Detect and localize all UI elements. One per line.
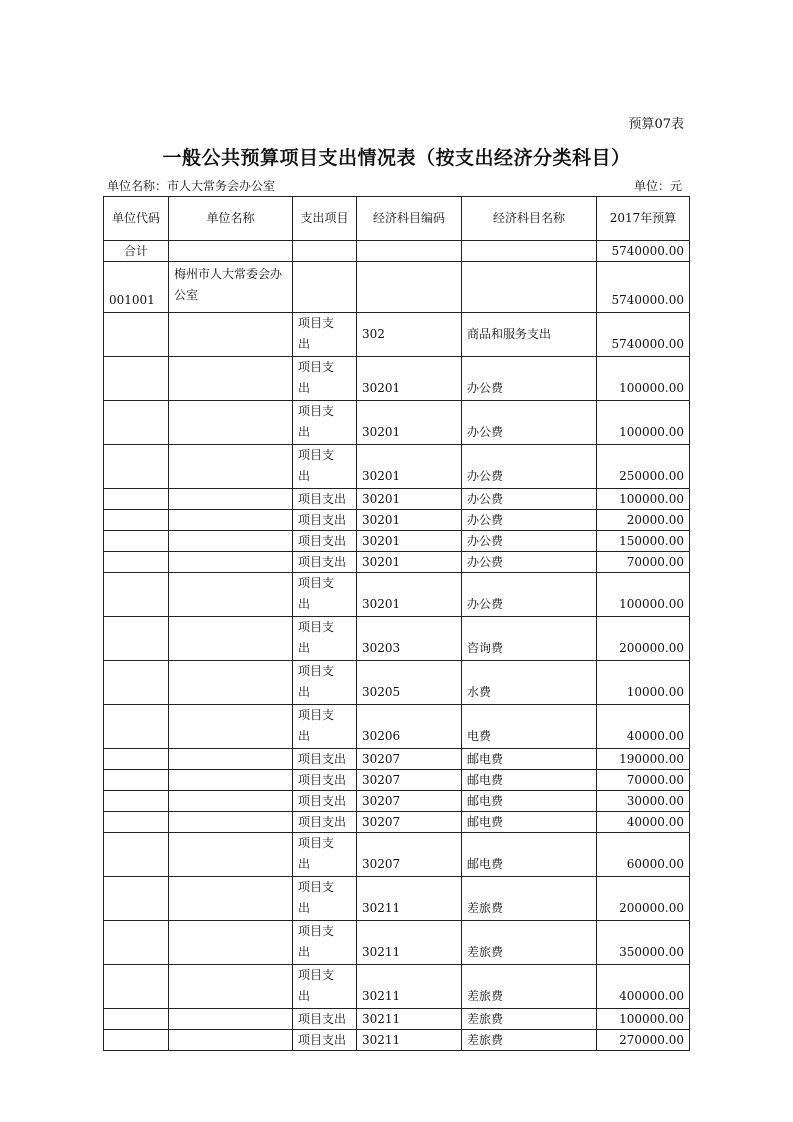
empty-unit-code-cell (104, 812, 169, 833)
econ-name-cell: 咨询费 (462, 617, 597, 661)
project-cell: 项目支出 (293, 1009, 357, 1030)
econ-code-cell: 30211 (357, 1030, 462, 1051)
econ-code-cell: 302 (357, 313, 462, 357)
table-row (104, 552, 690, 573)
econ-name-cell: 商品和服务支出 (462, 313, 597, 357)
amount-cell: 70000.00 (597, 770, 690, 791)
empty-unit-code-cell (104, 552, 169, 573)
empty-unit-code-cell (104, 877, 169, 921)
project-label: 项目支出 (298, 316, 335, 351)
empty-unit-code-cell (104, 661, 169, 705)
table-row (104, 617, 690, 661)
econ-code-cell: 30203 (357, 617, 462, 661)
econ-name-cell: 电费 (462, 705, 597, 749)
project-label: 项目支出 (298, 620, 335, 655)
unit-code: 001001 (104, 262, 169, 313)
project-cell (293, 833, 357, 877)
amount-cell: 100000.00 (597, 357, 690, 401)
econ-name-cell: 水费 (462, 661, 597, 705)
econ-code-cell: 30201 (357, 573, 462, 617)
amount-cell: 5740000.00 (597, 313, 690, 357)
empty-unit-code-cell (104, 510, 169, 531)
empty-unit-name-cell (169, 445, 293, 489)
empty-unit-code-cell (104, 1030, 169, 1051)
amount-cell: 20000.00 (597, 510, 690, 531)
table-row (104, 313, 690, 357)
total-label: 合计 (104, 241, 169, 262)
project-cell: 项目支出 (293, 489, 357, 510)
total-row (104, 241, 690, 262)
project-label: 项目支出 (298, 404, 335, 439)
empty-unit-name-cell (169, 965, 293, 1009)
project-cell (293, 401, 357, 445)
project-cell: 项目支出 (293, 552, 357, 573)
empty-unit-name-cell (169, 510, 293, 531)
project-cell (293, 617, 357, 661)
empty-unit-name-cell (169, 770, 293, 791)
econ-name-cell: 办公费 (462, 401, 597, 445)
amount-cell: 250000.00 (597, 445, 690, 489)
empty-unit-name-cell (169, 812, 293, 833)
table-row (104, 705, 690, 749)
header-unit-name: 单位名称 (169, 197, 293, 241)
table-row (104, 531, 690, 552)
empty-unit-code-cell (104, 1009, 169, 1030)
empty-unit-code-cell (104, 770, 169, 791)
empty-unit-code-cell (104, 791, 169, 812)
empty-unit-name-cell (169, 617, 293, 661)
amount-cell: 70000.00 (597, 552, 690, 573)
econ-name-cell: 办公费 (462, 357, 597, 401)
unit-name: 梅州市人大常委会办公室 (169, 262, 293, 313)
empty-unit-name-cell (169, 749, 293, 770)
table-row (104, 573, 690, 617)
econ-code-cell: 30207 (357, 812, 462, 833)
amount-cell: 10000.00 (597, 661, 690, 705)
empty-unit-name-cell (169, 791, 293, 812)
econ-name-cell: 差旅费 (462, 921, 597, 965)
econ-name-cell: 办公费 (462, 445, 597, 489)
econ-name-cell: 邮电费 (462, 833, 597, 877)
table-row (104, 791, 690, 812)
total-amount: 5740000.00 (597, 241, 690, 262)
project-cell: 项目支出 (293, 749, 357, 770)
empty-unit-name-cell (169, 313, 293, 357)
econ-code-cell: 30211 (357, 877, 462, 921)
page-title: 一般公共预算项目支出情况表（按支出经济分类科目） (162, 147, 631, 169)
table-row (104, 357, 690, 401)
unit-row (104, 262, 690, 313)
amount-cell: 60000.00 (597, 833, 690, 877)
econ-code-cell: 30206 (357, 705, 462, 749)
empty-unit-name-cell (169, 573, 293, 617)
amount-cell: 150000.00 (597, 531, 690, 552)
amount-cell: 40000.00 (597, 705, 690, 749)
table-row (104, 921, 690, 965)
empty-unit-name-cell (169, 833, 293, 877)
project-cell (293, 573, 357, 617)
empty-unit-name-cell (169, 705, 293, 749)
amount-cell: 270000.00 (597, 1030, 690, 1051)
econ-code-cell: 30211 (357, 1009, 462, 1030)
econ-code-cell: 30201 (357, 489, 462, 510)
amount-cell: 40000.00 (597, 812, 690, 833)
econ-code-cell: 30207 (357, 770, 462, 791)
table-row (104, 489, 690, 510)
empty-unit-name-cell (169, 1009, 293, 1030)
header-econ-name: 经济科目名称 (462, 197, 597, 241)
econ-code-cell: 30201 (357, 357, 462, 401)
project-cell (293, 877, 357, 921)
empty-unit-code-cell (104, 445, 169, 489)
econ-code-cell: 30207 (357, 791, 462, 812)
table-row (104, 445, 690, 489)
empty-unit-name-cell (169, 552, 293, 573)
empty-unit-code-cell (104, 705, 169, 749)
table-row (104, 1009, 690, 1030)
empty-unit-code-cell (104, 401, 169, 445)
table-row (104, 401, 690, 445)
econ-code-cell: 30201 (357, 445, 462, 489)
table-row (104, 770, 690, 791)
econ-name-cell: 差旅费 (462, 1009, 597, 1030)
table-row (104, 833, 690, 877)
econ-name-cell: 邮电费 (462, 770, 597, 791)
table-header-row (104, 197, 690, 241)
amount-cell: 200000.00 (597, 877, 690, 921)
project-label: 项目支出 (298, 708, 335, 743)
project-cell (293, 705, 357, 749)
table-row (104, 661, 690, 705)
empty-unit-code-cell (104, 357, 169, 401)
amount-cell: 100000.00 (597, 573, 690, 617)
project-cell: 项目支出 (293, 531, 357, 552)
empty-unit-code-cell (104, 749, 169, 770)
project-cell (293, 965, 357, 1009)
table-row (104, 749, 690, 770)
header-unit-code: 单位代码 (104, 197, 169, 241)
amount-cell: 350000.00 (597, 921, 690, 965)
econ-name-cell: 邮电费 (462, 749, 597, 770)
empty-unit-name-cell (169, 1030, 293, 1051)
table-number-label: 预算07表 (628, 117, 684, 132)
amount-cell: 30000.00 (597, 791, 690, 812)
amount-cell: 100000.00 (597, 489, 690, 510)
econ-name-cell: 办公费 (462, 552, 597, 573)
empty-unit-name-cell (169, 921, 293, 965)
table-row (104, 965, 690, 1009)
econ-name-cell: 邮电费 (462, 791, 597, 812)
project-label: 项目支出 (298, 880, 335, 915)
econ-code-cell: 30201 (357, 510, 462, 531)
table-row (104, 1030, 690, 1051)
empty-unit-name-cell (169, 489, 293, 510)
empty-unit-code-cell (104, 921, 169, 965)
econ-name-cell: 办公费 (462, 531, 597, 552)
econ-code-cell: 30207 (357, 749, 462, 770)
econ-name-cell: 邮电费 (462, 812, 597, 833)
project-cell: 项目支出 (293, 770, 357, 791)
project-cell (293, 313, 357, 357)
empty-unit-name-cell (169, 531, 293, 552)
project-label: 项目支出 (298, 924, 335, 959)
empty-unit-code-cell (104, 531, 169, 552)
project-cell (293, 445, 357, 489)
project-cell: 项目支出 (293, 510, 357, 531)
project-label: 项目支出 (298, 836, 335, 871)
empty-unit-code-cell (104, 833, 169, 877)
econ-name-cell: 办公费 (462, 489, 597, 510)
amount-cell: 100000.00 (597, 401, 690, 445)
table-row (104, 812, 690, 833)
project-cell: 项目支出 (293, 812, 357, 833)
empty-unit-code-cell (104, 617, 169, 661)
empty-unit-code-cell (104, 573, 169, 617)
project-cell (293, 661, 357, 705)
header-budget-2017: 2017年预算 (597, 197, 690, 241)
empty-unit-code-cell (104, 489, 169, 510)
econ-name-cell: 差旅费 (462, 1030, 597, 1051)
table-row (104, 510, 690, 531)
project-cell: 项目支出 (293, 791, 357, 812)
econ-code-cell: 30201 (357, 531, 462, 552)
econ-name-cell: 差旅费 (462, 877, 597, 921)
project-label: 项目支出 (298, 664, 335, 699)
amount-cell: 190000.00 (597, 749, 690, 770)
econ-name-cell: 办公费 (462, 510, 597, 531)
econ-code-cell: 30207 (357, 833, 462, 877)
amount-cell: 100000.00 (597, 1009, 690, 1030)
budget-table (103, 196, 690, 1051)
table-row (104, 877, 690, 921)
empty-unit-name-cell (169, 401, 293, 445)
amount-cell: 200000.00 (597, 617, 690, 661)
project-cell (293, 921, 357, 965)
empty-unit-code-cell (104, 313, 169, 357)
project-label: 项目支出 (298, 968, 335, 1003)
econ-code-cell: 30201 (357, 552, 462, 573)
econ-code-cell: 30211 (357, 965, 462, 1009)
econ-name-cell: 差旅费 (462, 965, 597, 1009)
project-cell: 项目支出 (293, 1030, 357, 1051)
currency-unit-label: 单位：元 (633, 179, 682, 193)
unit-amount: 5740000.00 (597, 262, 690, 313)
unit-name-label: 单位名称：市人大常务会办公室 (107, 179, 276, 193)
project-cell (293, 357, 357, 401)
amount-cell: 400000.00 (597, 965, 690, 1009)
econ-name-cell: 办公费 (462, 573, 597, 617)
project-label: 项目支出 (298, 448, 335, 483)
project-label: 项目支出 (298, 576, 335, 611)
header-project: 支出项目 (293, 197, 357, 241)
project-label: 项目支出 (298, 360, 335, 395)
empty-unit-name-cell (169, 357, 293, 401)
econ-code-cell: 30211 (357, 921, 462, 965)
econ-code-cell: 30201 (357, 401, 462, 445)
header-econ-code: 经济科目编码 (357, 197, 462, 241)
empty-unit-code-cell (104, 965, 169, 1009)
empty-unit-name-cell (169, 661, 293, 705)
empty-unit-name-cell (169, 877, 293, 921)
econ-code-cell: 30205 (357, 661, 462, 705)
